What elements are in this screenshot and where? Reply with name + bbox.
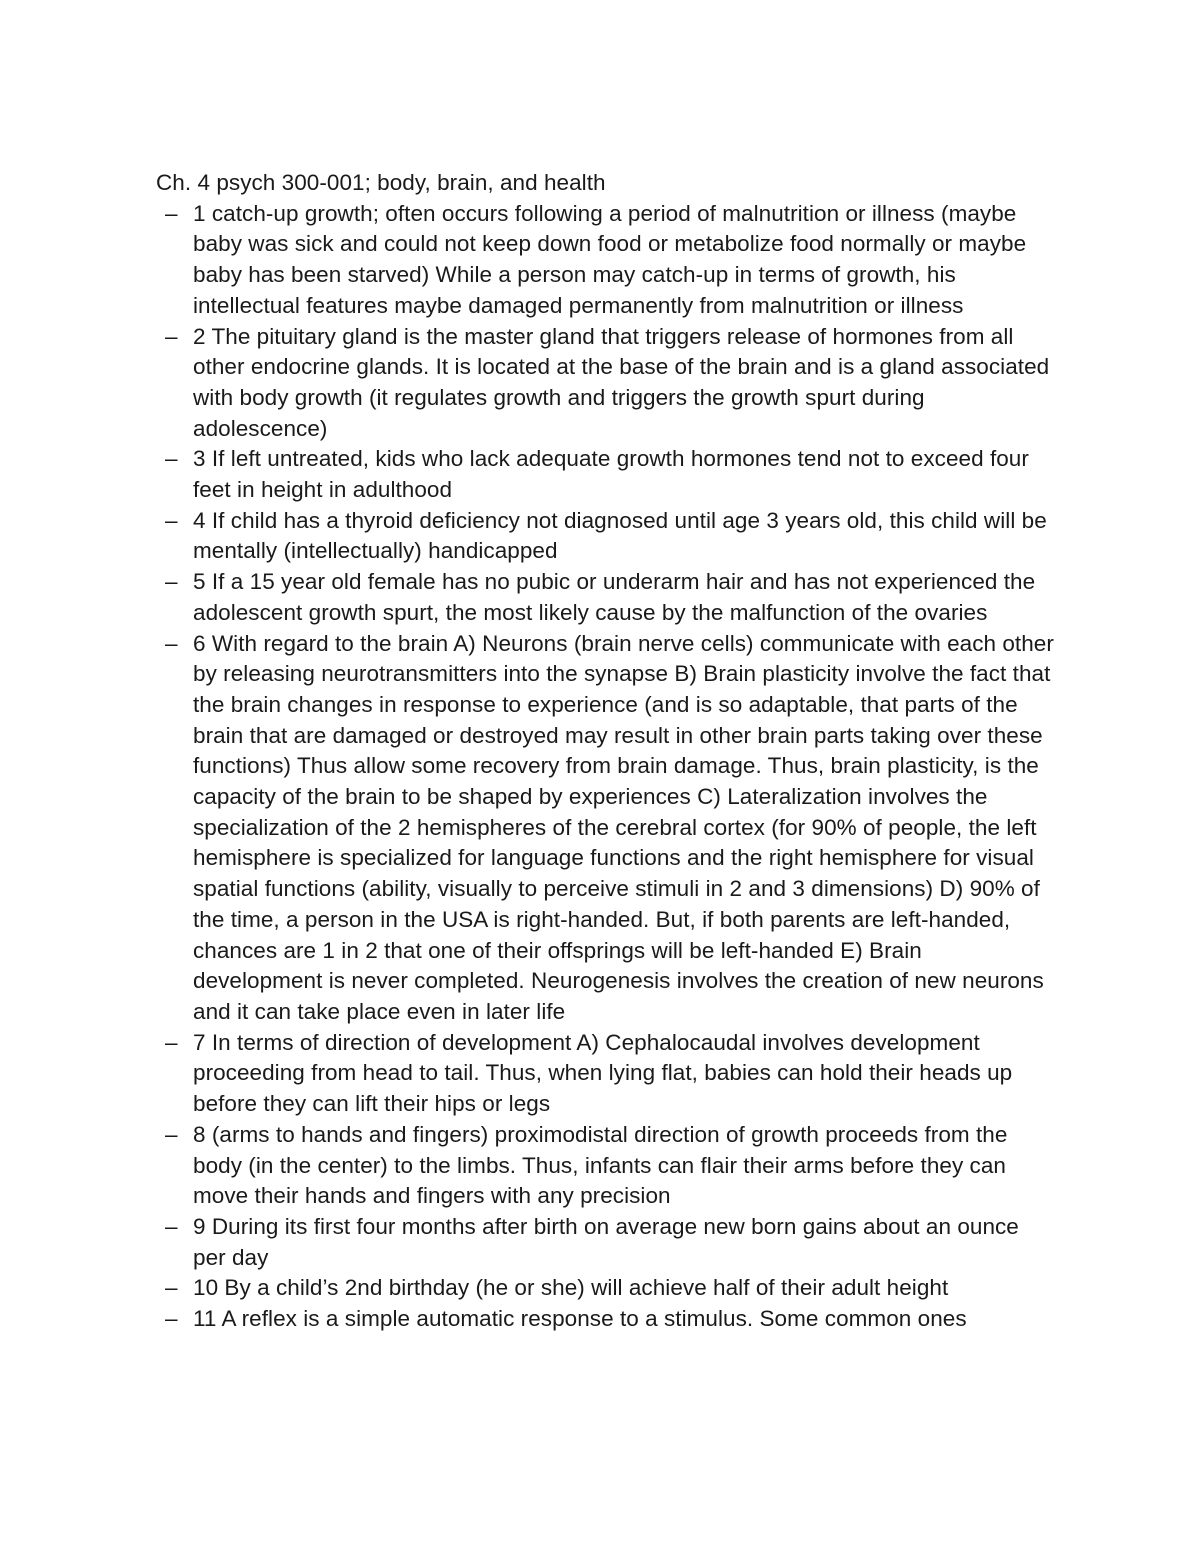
note-item-5 (156, 567, 1056, 628)
bullet-dash: – (165, 200, 178, 226)
note-item-8 (156, 1120, 1056, 1212)
note-text: 8 (arms to hands and fingers) proximodistal direction of growth proceeds from the body (in the center) to the limbs. Thus, infants can flair their arms before they can move their hands and fingers with any precision (193, 1121, 1008, 1209)
bullet-dash: – (165, 446, 178, 472)
note-item-3 (156, 444, 1056, 505)
note-item-7 (156, 1028, 1056, 1120)
bullet-dash: – (165, 1029, 178, 1055)
bullet-dash: – (165, 323, 178, 349)
note-text: 2 The pituitary gland is the master gland that triggers release of hormones from all other endocrine glands. It is located at the base of the brain and is a gland associated with body growth (it regulates growth and triggers the growth spurt during adolescence) (193, 323, 1050, 441)
bullet-dash: – (165, 1306, 178, 1332)
document-body (156, 168, 1056, 1335)
bullet-dash: – (165, 1121, 178, 1147)
note-item-11 (156, 1304, 1056, 1335)
note-item-1 (156, 199, 1056, 322)
note-text: 3 If left untreated, kids who lack adequate growth hormones tend not to exceed four feet in height in adulthood (193, 446, 1029, 503)
bullet-dash: – (165, 1213, 178, 1239)
note-item-6 (156, 629, 1056, 1028)
note-item-4 (156, 506, 1056, 567)
note-text: 6 With regard to the brain A) Neurons (brain nerve cells) communicate with each other by releasing neurotransmitters into the synapse B) Brain plasticity involve the fact that the brain changes in response to experience (and is so adaptable, that parts of the brain that are damaged or destroyed may result in other brain parts taking over these functions) Thus allow some recovery from brain damage. Thus, brain plasticity, is the capacity of the brain to be shaped by experiences C) Lateralization involves the specialization of the 2 hemispheres of the cerebral cortex (for 90% of people, the left hemisphere is specialized for language functions and the right hemisphere for visual spatial functions (ability, visually to perceive stimuli in 2 and 3 dimensions) D) 90% of the time, a person in the USA is right-handed. But, if both parents are left-handed, chances are 1 in 2 that one of their offsprings will be left-handed E) Brain development is never completed. Neurogenesis involves the creation of new neurons and it can take place even in later life (193, 630, 1054, 1024)
bullet-dash: – (165, 1275, 178, 1301)
bullet-dash: – (165, 569, 178, 595)
bullet-dash: – (165, 507, 178, 533)
note-text: 10 By a child’s 2nd birthday (he or she) will achieve half of their adult height (193, 1275, 949, 1301)
note-text: 11 A reflex is a simple automatic response to a stimulus. Some common ones (193, 1306, 967, 1332)
note-text: 1 catch-up growth; often occurs following a period of malnutrition or illness (maybe baby was sick and could not keep down food or metabolize food normally or maybe baby has been starved) While a person may catch-up in terms of growth, his intellectual features maybe damaged permanently from malnutrition or illness (193, 200, 1027, 318)
document-title: Ch. 4 psych 300-001; body, brain, and health (156, 170, 606, 195)
bullet-dash: – (165, 630, 178, 656)
notes-list (156, 199, 1056, 1335)
note-item-10 (156, 1273, 1056, 1304)
note-item-9 (156, 1212, 1056, 1273)
note-text: 5 If a 15 year old female has no pubic or underarm hair and has not experienced the adolescent growth spurt, the most likely cause by the malfunction of the ovaries (193, 569, 1036, 625)
note-text: 4 If child has a thyroid deficiency not diagnosed until age 3 years old, this child will be mentally (intellectually) handicapped (193, 507, 1047, 564)
note-item-2 (156, 322, 1056, 445)
note-text: 9 During its first four months after birth on average new born gains about an ounce per day (193, 1213, 1019, 1270)
note-text: 7 In terms of direction of development A) Cephalocaudal involves development proceeding from head to tail. Thus, when lying flat, babies can hold their heads up before they can lift their hips or legs (193, 1029, 1013, 1117)
